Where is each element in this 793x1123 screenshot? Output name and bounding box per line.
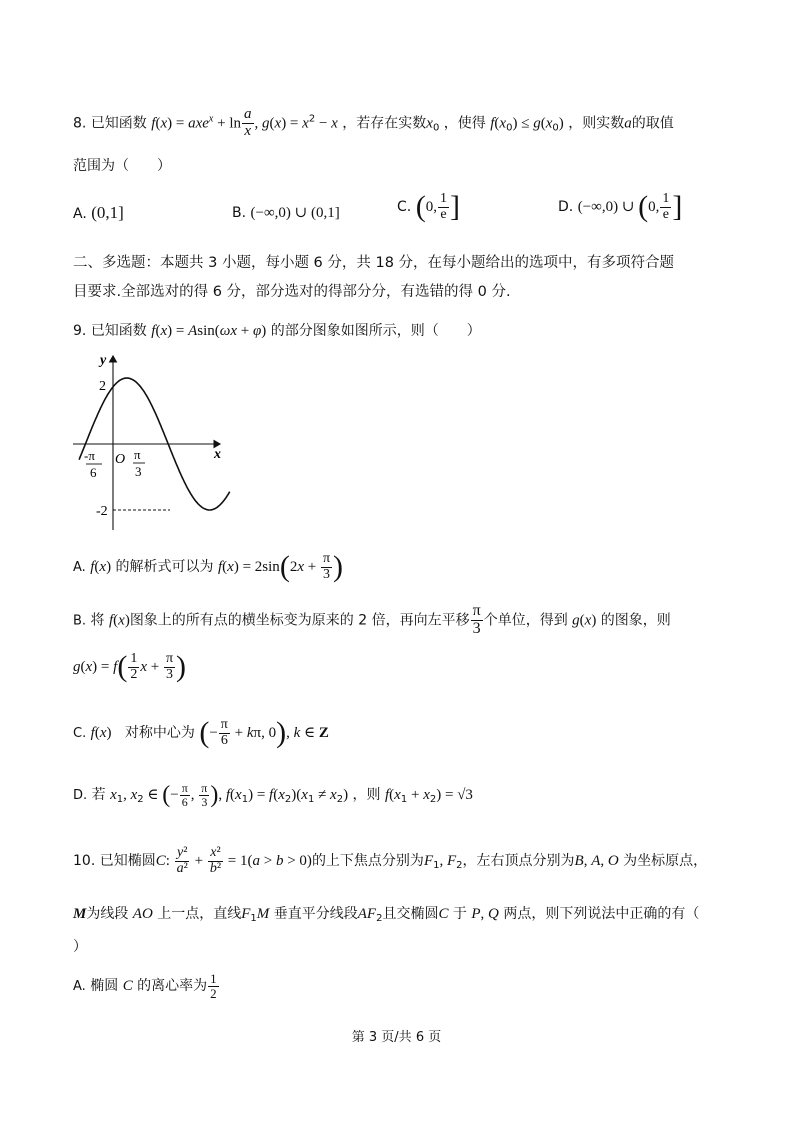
y-max-label: 2 bbox=[99, 379, 106, 394]
q8-text2: ，若存在实数 bbox=[342, 115, 427, 132]
q9-text2: 的部分图象如图所示，则（ ） bbox=[270, 323, 481, 339]
q8-option-a bbox=[73, 203, 124, 223]
q10-text5: 为线段 bbox=[86, 906, 129, 922]
tick-left-den: 6 bbox=[90, 465, 97, 480]
q10-text1: 已知椭圆 bbox=[99, 853, 156, 870]
q8-option-c: C. (0, $\frac{1}{e}$ ] bbox=[397, 190, 460, 224]
q9-line1: 9. 已知函数 f(x) = Asin(ωx + φ) 的部分图象如图所示，则（ ） bbox=[73, 323, 481, 339]
q9-option-a-label: A. bbox=[73, 560, 86, 576]
q8-option-b-label: B. bbox=[232, 205, 247, 221]
tick-right-num: π bbox=[134, 447, 141, 462]
q8-option-b bbox=[232, 203, 340, 222]
q10-text3: ，左右顶点分别为 bbox=[462, 853, 575, 870]
q9-option-b-line1: B. 将 f(x)图象上的所有点的横坐标变为原来的 2 倍，再向左平移 $\frac{\pi}{3}$ 个单位，得到 g(x) 的图象，则 bbox=[73, 602, 671, 637]
q10-text7: 垂直平分线段 bbox=[273, 906, 358, 922]
q9-option-b-text4: 的图象，则 bbox=[600, 612, 671, 629]
q10-text10: 两点，则下列说法中正确的有（ bbox=[503, 906, 700, 922]
q8-option-c-label: C. bbox=[397, 199, 412, 216]
q8-text5: 的取值 bbox=[631, 115, 674, 132]
q10-text9: 于 bbox=[452, 906, 467, 922]
q8-text3: ，使得 bbox=[443, 115, 486, 132]
q8-text4: ，则实数 bbox=[568, 115, 625, 132]
q9-option-a-text: 的解析式可以为 bbox=[115, 559, 214, 576]
q9-option-c-label: C. bbox=[73, 726, 87, 742]
tick-left-num: -π bbox=[84, 448, 95, 463]
q8-option-d: D. (−∞,0) ∪ (0, $\frac{1}{e}$ ] bbox=[558, 190, 683, 224]
q10-text8: 且交椭圆 bbox=[382, 906, 439, 922]
q10-text6: 上一点，直线 bbox=[157, 906, 242, 922]
q10-text4: 为坐标原点， bbox=[623, 853, 708, 870]
origin-label: O bbox=[115, 452, 126, 467]
x-axis-label: x bbox=[214, 447, 221, 462]
q9-option-d: D. 若 $x_1$, $x_2$ ∈ (− $\frac{\pi}{6}$ , $\frac{\pi}{3}$ ), $f(x_1) = f(x_2)(x_1 \ne x_2)$ ，则 $f(x_1 + x_2) = √3$ bbox=[73, 781, 473, 809]
tick-right-den: 3 bbox=[135, 464, 142, 479]
q8-option-d-label: D. bbox=[558, 199, 574, 216]
q10-option-a-text2: 的离心率为 bbox=[137, 978, 208, 995]
q8-option-b-value: (−∞,0) ∪ (0,1] bbox=[250, 205, 340, 221]
q9-graph bbox=[70, 350, 240, 535]
q9-option-b-text2: 图象上的所有点的横坐标变为原来的 2 倍，再向左平移 bbox=[129, 612, 470, 629]
q8-line2: 范围为（ ） bbox=[73, 158, 171, 174]
section2-line2: 目要求.全部选对的得 6 分，部分选对的得部分分，有选错的得 0 分. bbox=[73, 284, 511, 300]
q9-text1: 已知函数 bbox=[90, 323, 147, 339]
q8-option-a-value: (0,1] bbox=[91, 203, 124, 222]
q9-option-c-text: 对称中心为 bbox=[124, 725, 195, 742]
q10-option-a: A. 椭圆 C 的离心率为 $\frac{1}{2}$ bbox=[73, 971, 217, 1001]
q10-text2: 的上下焦点分别为 bbox=[311, 853, 424, 870]
page-footer: 第 3 页/共 6 页 bbox=[351, 1030, 442, 1045]
q10-line1: 10. 已知椭圆C: $\frac{\text{y²}}{\text{a²}}$ + $\frac{\text{x²}}{\text{b²}}$ = 1(a > b > 0)的上下焦点分别为$F_1$, $F_2$，左右顶点分别为B, A, O 为坐标原点， bbox=[73, 845, 708, 876]
q10-line2: M为线段 AO 上一点，直线$F_1M$ 垂直平分线段$AF_2$且交椭圆C 于 P, Q 两点，则下列说法中正确的有（ bbox=[73, 906, 700, 924]
q9-option-d-text1: 若 bbox=[91, 787, 106, 804]
q8-formula-f: f bbox=[151, 115, 156, 132]
q8-option-a-label: A. bbox=[73, 206, 87, 222]
q10-line3: ） bbox=[73, 939, 87, 955]
q9-number: 9. bbox=[73, 323, 87, 339]
y-axis-label: y bbox=[100, 353, 107, 368]
q8-line1: 8. 已知函数 f(x) = axe$^x$ + ln $\frac{a}{x}$ , $g(x) = x^2 - x$ ，若存在实数$x_0$ ，使得 $f(x_0) \le g(x_0)$ ，则实数a的取值 bbox=[73, 106, 674, 139]
q10-option-a-text1: 椭圆 bbox=[90, 978, 119, 995]
q8-text1: 已知函数 bbox=[90, 115, 147, 132]
section2-line1: 二、多选题：本题共 3 小题，每小题 6 分，共 18 分，在每小题给出的选项中，有多项符合题 bbox=[73, 255, 675, 271]
q9-option-b-label: B. bbox=[73, 613, 87, 629]
q9-option-d-label: D. bbox=[73, 788, 88, 804]
q9-option-b-line2: g(x) = f( $\frac{1}{2}$ x + $\frac{\pi}{3}$ ) bbox=[73, 650, 187, 684]
q9-option-b-text3: 个单位，得到 bbox=[483, 612, 568, 629]
q9-option-a: A. f(x) 的解析式可以为 f(x) = 2sin(2x + $\frac{\pi}{3}$ ) bbox=[73, 550, 344, 584]
q9-option-b-text1: 将 bbox=[90, 612, 105, 629]
q10-option-a-label: A. bbox=[73, 979, 86, 995]
q9-option-d-text2: ，则 bbox=[352, 787, 381, 804]
q10-number: 10. bbox=[73, 853, 96, 870]
q8-number: 8. bbox=[73, 115, 87, 132]
q9-option-c: C. f(x) 对称中心为 (− $\frac{\pi}{6}$ + kπ, 0), k ∈ Z bbox=[73, 716, 329, 750]
y-min-label: -2 bbox=[96, 504, 108, 519]
